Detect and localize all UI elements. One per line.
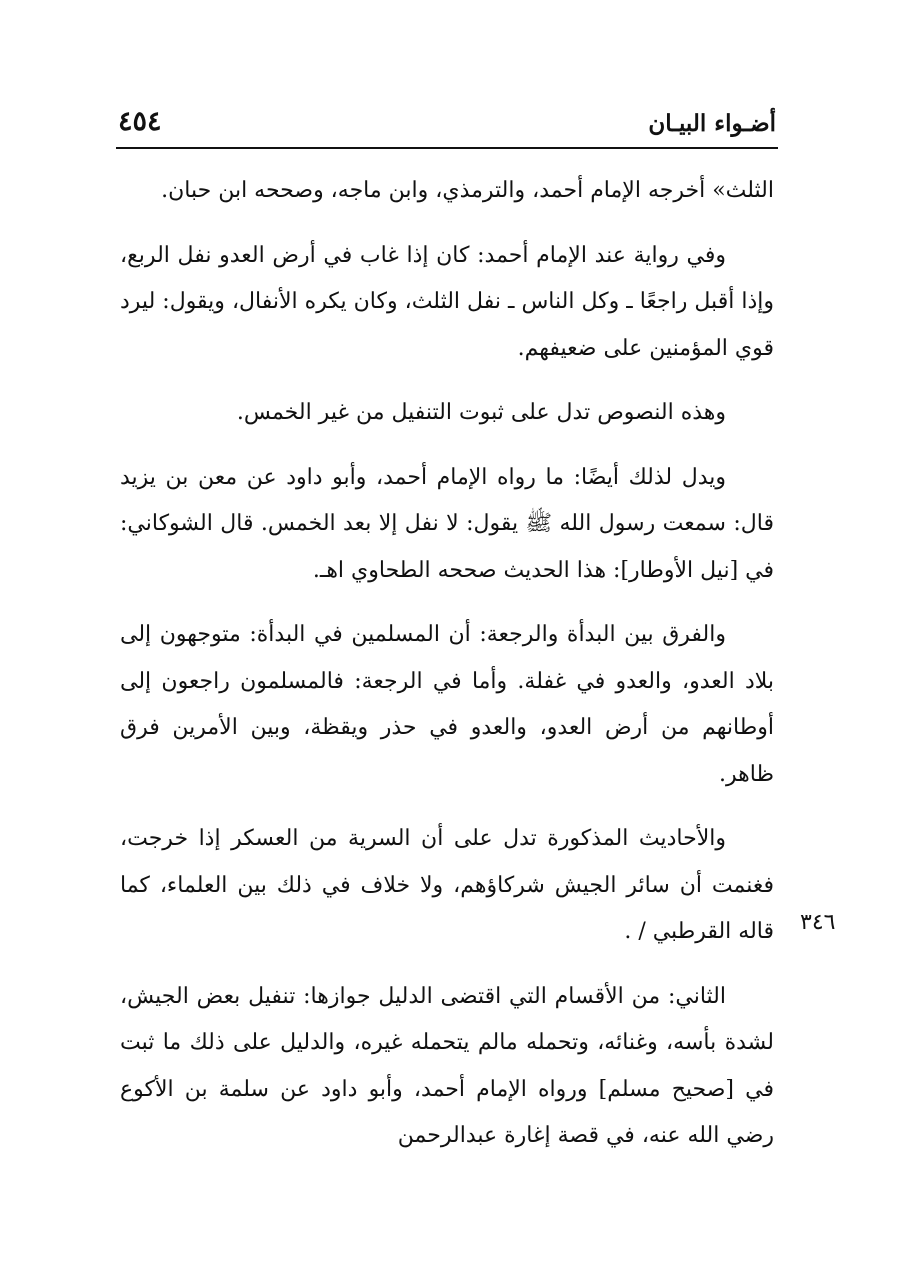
paragraph-3: وهذه النصوص تدل على ثبوت التنفيل من غير الخمس. [236,400,726,425]
paragraph-1: الثلث» أخرجه الإمام أحمد، والترمذي، وابن ماجه، وصححه ابن حبان. [161,178,774,203]
header-divider [116,147,778,149]
paragraph-7: الثاني: من الأقسام التي اقتضى الدليل جوازها: تنفيل بعض الجيش، لشدة بأسه، وغنائه، وتحمله مالم يتحمله غيره، والدليل على ذلك ما ثبت في [صحيح مسلم] ورواه الإمام أحمد، وأبو داود عن سلمة بن الأكوع رضي الله عنه، في قصة إغارة عبدالرحمن [120,983,774,1148]
paragraph-5: والفرق بين البدأة والرجعة: أن المسلمين في البدأة: متوجهون إلى بلاد العدو، والعدو في غفلة. وأما في الرجعة: فالمسلمون راجعون إلى أوطانهم من أرض العدو، والعدو في حذر ويقظة، وبين الأمرين فرق ظاهر. [120,622,774,787]
page-header [118,104,776,148]
book-title: أضـواء البيـان [648,110,776,137]
margin-reference-number: ٣٤٦ [800,910,836,935]
paragraph-4: ويدل لذلك أيضًا: ما رواه الإمام أحمد، وأبو داود عن معن بن يزيد قال: سمعت رسول الله ﷺ يقول: لا نفل إلا بعد الخمس. قال الشوكاني: في [نيل الأوطار]: هذا الحديث صححه الطحاوي اهـ. [120,464,774,583]
page-number: ٤٥٤ [118,106,162,137]
paragraph-2: وفي رواية عند الإمام أحمد: كان إذا غاب في أرض العدو نفل الربع، وإذا أقبل راجعًا ـ وكل الناس ـ نفل الثلث، وكان يكره الأنفال، ويقول: ليرد قوي المؤمنين على ضعيفهم. [120,242,774,361]
paragraph-6: والأحاديث المذكورة تدل على أن السرية من العسكر إذا خرجت، فغنمت أن سائر الجيش شركاؤهم، ولا خلاف في ذلك بين العلماء، كما قاله القرطبي / . [120,826,774,944]
page-body [120,168,774,1178]
